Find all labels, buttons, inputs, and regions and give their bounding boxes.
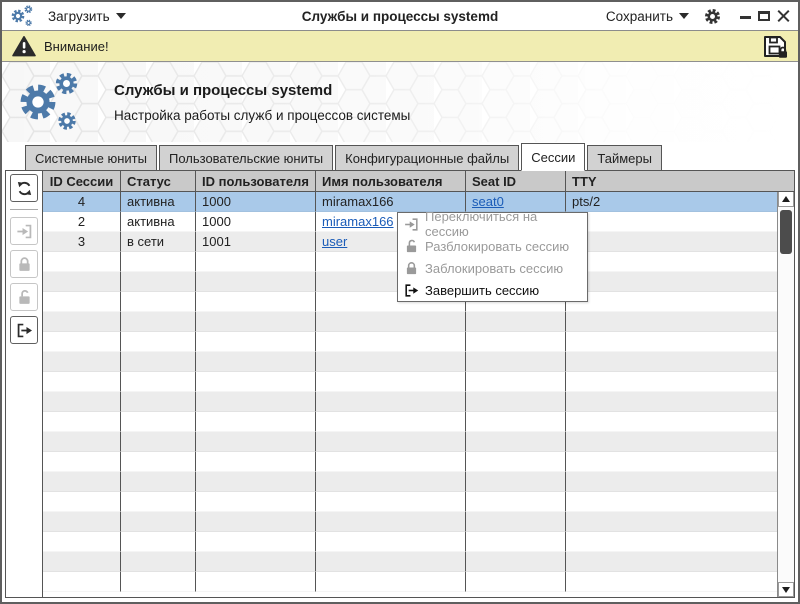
column-header-user-id[interactable]: ID пользователя (196, 171, 316, 191)
floppy-disk-lock-icon[interactable] (762, 34, 788, 59)
table-cell (566, 452, 777, 472)
terminate-session-button[interactable] (10, 316, 38, 344)
table-cell (316, 312, 466, 332)
menu-item-label: Заблокировать сессию (425, 260, 564, 276)
table-cell (196, 272, 316, 292)
table-cell (316, 352, 466, 372)
page-title: Службы и процессы systemd (114, 81, 333, 99)
column-header-status[interactable]: Статус (121, 171, 196, 191)
app-gears-icon (10, 4, 34, 28)
lock-icon (15, 255, 34, 274)
table-cell (43, 352, 121, 372)
scroll-up-button[interactable] (778, 192, 794, 207)
arrow-down-icon (782, 587, 790, 593)
table-cell (566, 512, 777, 532)
table-row-empty (43, 312, 777, 332)
terminate-session-icon (403, 282, 420, 299)
chevron-down-icon (679, 13, 689, 19)
table-cell (466, 312, 566, 332)
warning-triangle-icon (12, 35, 36, 57)
table-cell (196, 292, 316, 312)
switch-session-icon (15, 222, 34, 241)
table-row-empty (43, 372, 777, 392)
table-cell (316, 572, 466, 592)
page-subtitle: Настройка работы служб и процессов системы (114, 107, 411, 123)
table-cell (121, 572, 196, 592)
table-cell (196, 372, 316, 392)
table-cell (43, 432, 121, 452)
table-cell (196, 472, 316, 492)
session-context-menu (397, 209, 588, 302)
table-cell (196, 552, 316, 572)
table-cell (316, 432, 466, 452)
menu-item-terminate-session[interactable] (398, 279, 587, 301)
table-cell: pts/2 (566, 192, 777, 212)
table-cell (566, 352, 777, 372)
column-header-seat-id[interactable]: Seat ID (466, 171, 566, 191)
table-row-empty (43, 332, 777, 352)
table-cell (566, 572, 777, 592)
table-cell (121, 292, 196, 312)
scroll-down-button[interactable] (778, 582, 794, 597)
table-cell (466, 392, 566, 412)
table-cell (316, 412, 466, 432)
table-cell (466, 452, 566, 472)
table-cell (196, 392, 316, 412)
cell-link[interactable]: seat0 (472, 194, 504, 209)
unlock-session-button[interactable] (10, 283, 38, 311)
table-cell (43, 492, 121, 512)
table-cell (466, 412, 566, 432)
table-cell (566, 292, 777, 312)
table-cell (43, 312, 121, 332)
table-cell (43, 572, 121, 592)
title-bar (2, 2, 798, 31)
table-cell (43, 512, 121, 532)
table-cell (466, 372, 566, 392)
table-cell (316, 552, 466, 572)
table-cell (566, 232, 777, 252)
table-cell (566, 552, 777, 572)
refresh-icon (15, 179, 34, 198)
table-cell (121, 312, 196, 332)
table-cell (121, 412, 196, 432)
minimize-button[interactable] (740, 16, 751, 19)
column-header-user-name[interactable]: Имя пользователя (316, 171, 466, 191)
table-row-empty (43, 552, 777, 572)
table-cell (316, 532, 466, 552)
table-cell (196, 512, 316, 532)
table-cell (566, 472, 777, 492)
switch-session-icon (403, 216, 420, 233)
table-cell (121, 352, 196, 372)
table-row-empty (43, 572, 777, 592)
table-cell (121, 552, 196, 572)
table-cell (566, 252, 777, 272)
table-cell (466, 532, 566, 552)
menu-item-unlock-session[interactable] (398, 235, 587, 257)
table-cell (43, 252, 121, 272)
tab-system-units[interactable]: Системные юниты (25, 145, 157, 170)
table-cell: активна (121, 192, 196, 212)
table-cell (196, 352, 316, 372)
table-cell (121, 252, 196, 272)
table-cell: 1000 (196, 212, 316, 232)
table-cell (121, 472, 196, 492)
table-cell (121, 432, 196, 452)
table-row-empty (43, 532, 777, 552)
table-cell (466, 352, 566, 372)
scrollbar-track[interactable] (778, 207, 794, 582)
table-cell (43, 332, 121, 352)
table-cell (566, 432, 777, 452)
table-cell (466, 332, 566, 352)
table-cell (43, 272, 121, 292)
table-cell (566, 372, 777, 392)
window-title: Службы и процессы systemd (301, 8, 499, 24)
table-cell (196, 572, 316, 592)
table-row-empty (43, 352, 777, 372)
table-cell: в сети (121, 232, 196, 252)
lock-session-button[interactable] (10, 250, 38, 278)
table-cell (43, 452, 121, 472)
table-cell (566, 212, 777, 232)
menu-item-lock-session[interactable] (398, 257, 587, 279)
tab-sessions[interactable]: Сессии (521, 143, 585, 171)
table-cell (466, 572, 566, 592)
load-menu-button[interactable] (48, 9, 126, 24)
table-cell (196, 532, 316, 552)
table-cell (196, 452, 316, 472)
table-cell (566, 272, 777, 292)
table-cell (121, 492, 196, 512)
table-cell (316, 392, 466, 412)
column-header-tty[interactable]: TTY (572, 173, 597, 189)
tab-config-files[interactable]: Конфигурационные файлы (335, 145, 519, 170)
terminate-session-icon (15, 321, 34, 340)
table-cell (43, 412, 121, 432)
table-row-empty (43, 492, 777, 512)
tab-timers[interactable]: Таймеры (587, 145, 662, 170)
table-cell (121, 392, 196, 412)
table-cell: 4 (43, 192, 121, 212)
table-cell (316, 332, 466, 352)
table-cell (566, 332, 777, 352)
table-cell (566, 532, 777, 552)
table-cell (466, 432, 566, 452)
unlock-icon (15, 288, 34, 307)
lock-icon (403, 260, 420, 277)
maximize-button[interactable] (758, 11, 770, 21)
settings-gear-icon[interactable] (703, 7, 722, 26)
table-cell (196, 252, 316, 272)
refresh-button[interactable] (10, 174, 38, 202)
table-row-empty (43, 432, 777, 452)
table-cell (196, 432, 316, 452)
table-row-empty (43, 472, 777, 492)
menu-item-switch-session[interactable] (398, 209, 587, 239)
tab-user-units[interactable]: Пользовательские юниты (159, 145, 333, 170)
table-cell (466, 552, 566, 572)
table-cell (121, 372, 196, 392)
sidebar-divider (10, 209, 38, 210)
table-cell (196, 332, 316, 352)
table-cell (43, 472, 121, 492)
warning-bar (2, 31, 798, 62)
table-cell (196, 492, 316, 512)
cell-link[interactable]: user (322, 234, 348, 249)
table-cell (316, 492, 466, 512)
table-cell (121, 452, 196, 472)
table-cell (566, 412, 777, 432)
table-cell (566, 392, 777, 412)
table-cell (121, 332, 196, 352)
save-menu-label: Сохранить (605, 8, 673, 24)
vertical-scrollbar[interactable] (777, 192, 794, 597)
action-sidebar (6, 171, 42, 597)
app-logo-gears-icon (16, 70, 82, 134)
table-cell (43, 292, 121, 312)
save-menu-button[interactable] (606, 9, 689, 24)
table-cell: 1001 (196, 232, 316, 252)
table-cell (566, 492, 777, 512)
table-cell: 2 (43, 212, 121, 232)
table-cell (466, 492, 566, 512)
table-cell: 3 (43, 232, 121, 252)
table-cell (316, 452, 466, 472)
cell-link[interactable]: miramax166 (322, 214, 394, 229)
table-cell (196, 312, 316, 332)
menu-item-label: Разблокировать сессию (425, 238, 570, 254)
table-cell (466, 512, 566, 532)
table-cell (316, 472, 466, 492)
table-cell (566, 312, 777, 332)
unlock-icon (403, 238, 420, 255)
close-button[interactable] (777, 10, 790, 23)
warning-label: Внимание! (44, 38, 109, 54)
table-cell (121, 512, 196, 532)
table-cell (466, 472, 566, 492)
table-cell (43, 532, 121, 552)
scrollbar-thumb[interactable] (780, 210, 792, 254)
table-cell: miramax166 (316, 192, 466, 212)
table-row-empty (43, 412, 777, 432)
table-cell (316, 512, 466, 532)
table-cell: активна (121, 212, 196, 232)
table-cell (316, 372, 466, 392)
chevron-down-icon (116, 13, 126, 19)
table-cell (121, 532, 196, 552)
switch-session-button[interactable] (10, 217, 38, 245)
table-header (43, 171, 794, 192)
table-row-empty (43, 512, 777, 532)
menu-item-label: Переключиться на сессию (425, 209, 538, 239)
arrow-up-icon (782, 196, 790, 202)
table-cell (43, 552, 121, 572)
column-header-session-id[interactable]: ID Сессии (43, 171, 121, 191)
table-cell (196, 412, 316, 432)
load-menu-label: Загрузить (48, 8, 110, 24)
table-row[interactable] (43, 192, 777, 212)
table-cell (121, 272, 196, 292)
tab-bar (5, 142, 795, 171)
table-row-empty (43, 392, 777, 412)
table-row-empty (43, 452, 777, 472)
table-cell: 1000 (196, 192, 316, 212)
table-cell (43, 392, 121, 412)
menu-item-label: Завершить сессию (425, 282, 540, 298)
table-cell (43, 372, 121, 392)
page-header (2, 62, 798, 142)
